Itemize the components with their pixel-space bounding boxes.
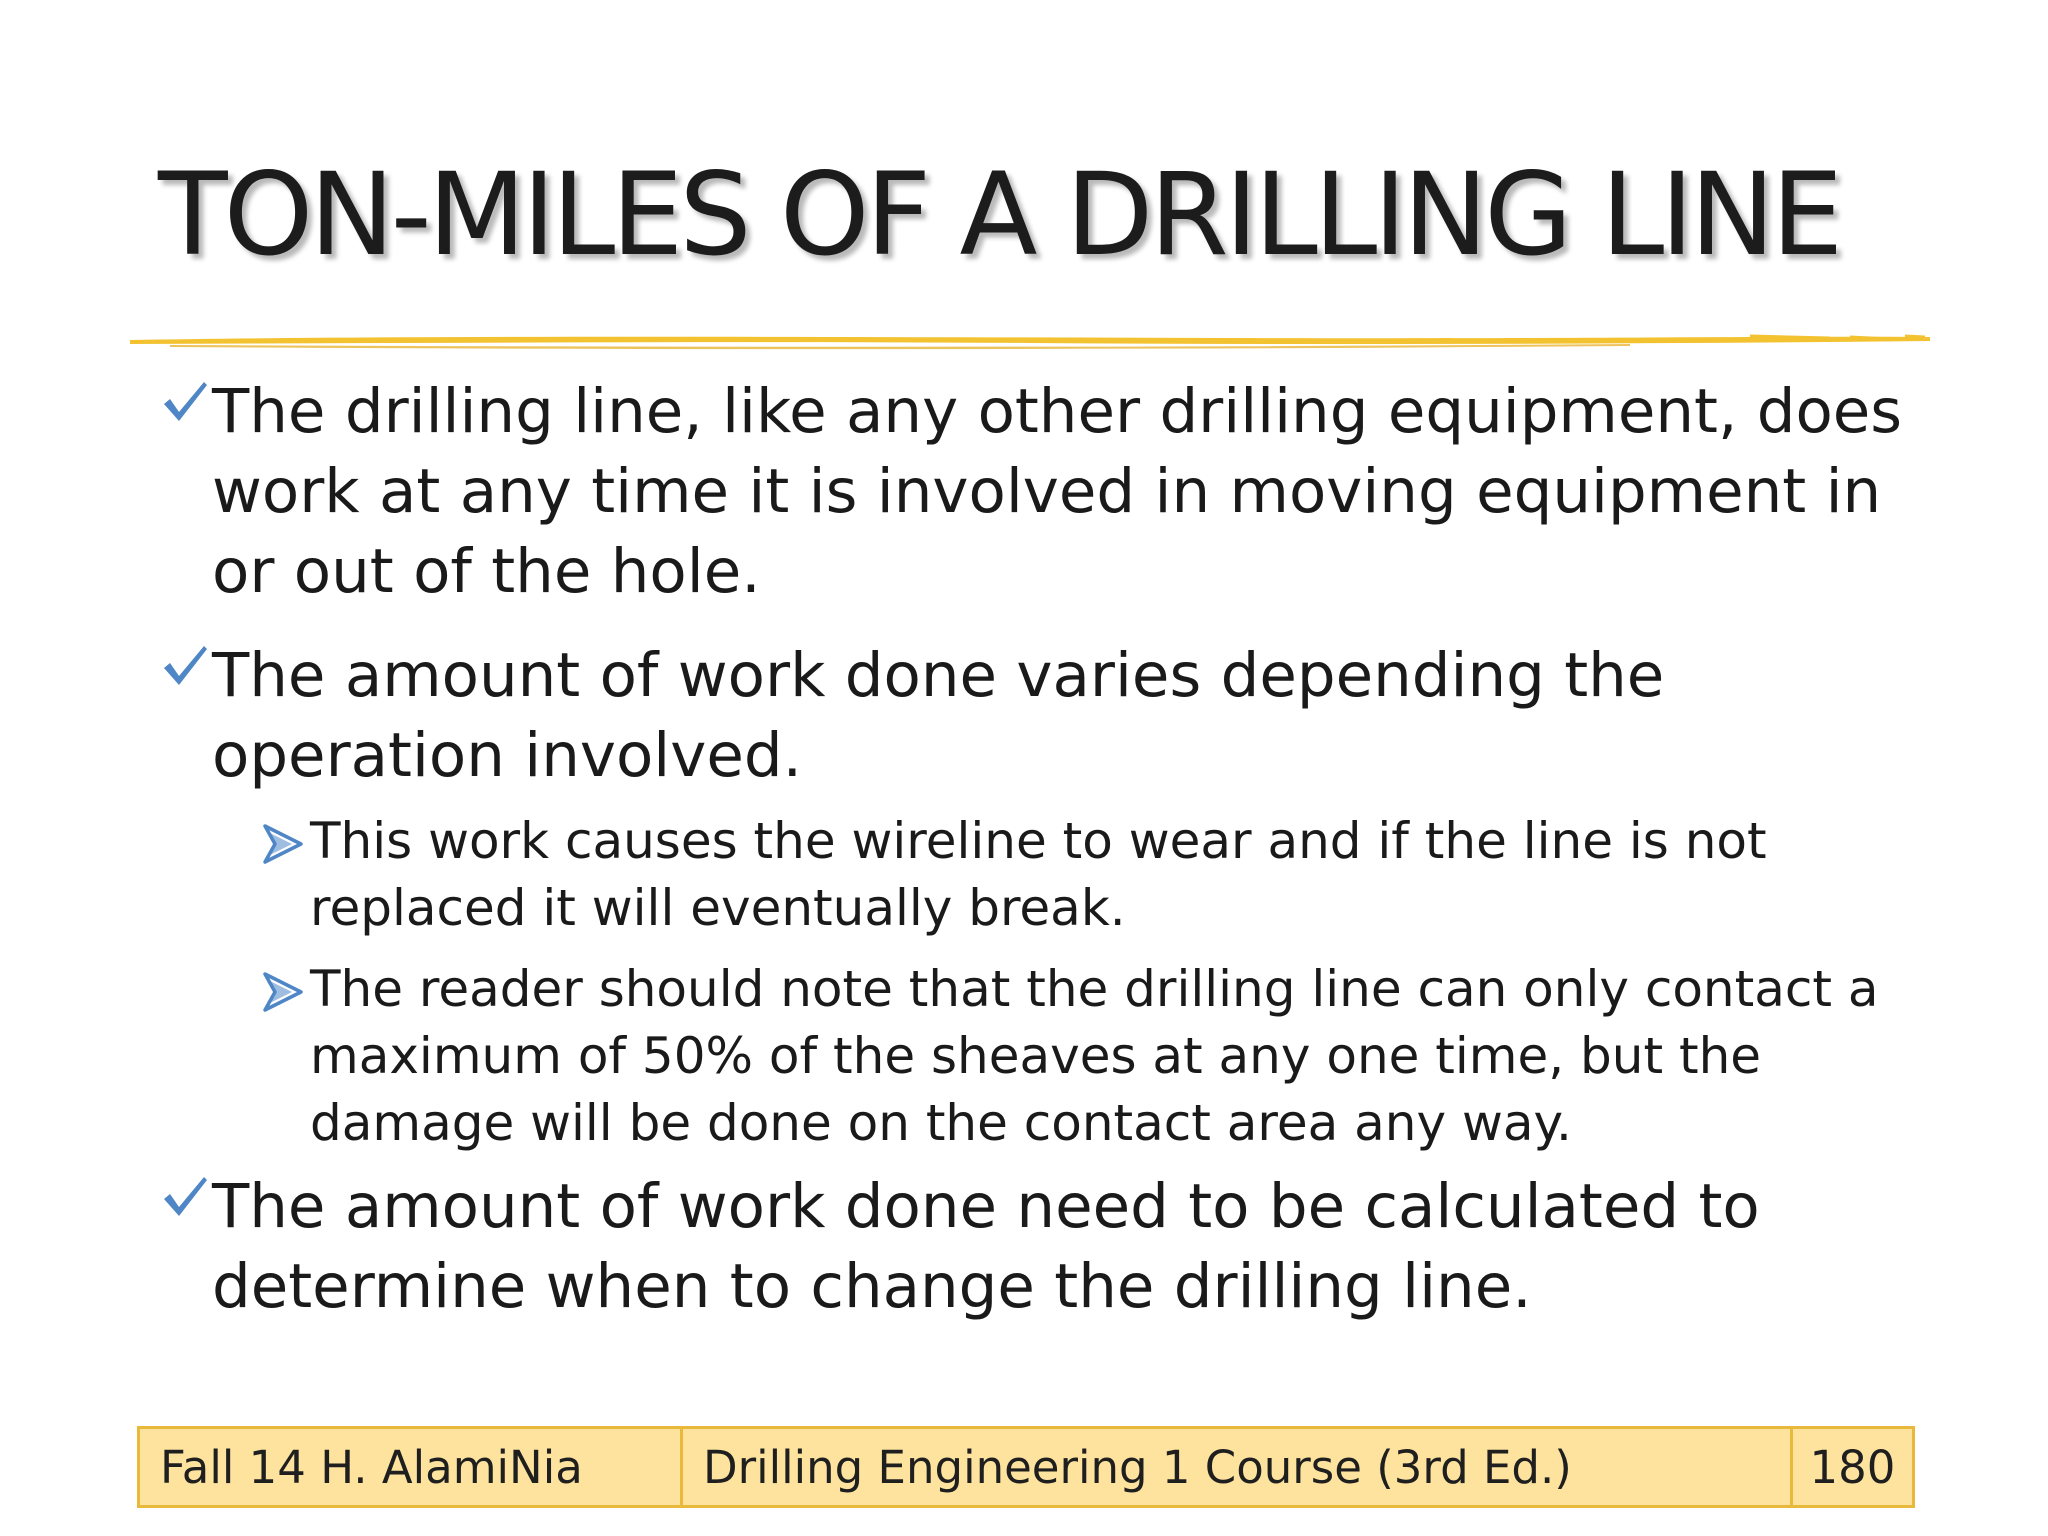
bullet-text: The amount of work done need to be calculated to determine when to change the drilling line. xyxy=(212,1171,1760,1322)
slide-content xyxy=(158,372,1918,1327)
bullet-item xyxy=(158,372,1918,612)
bullet-text: The drilling line, like any other drilling equipment, does work at any time it is involved in moving equipment in or out of the hole. xyxy=(212,376,1903,607)
bullet-item xyxy=(158,1167,1918,1327)
checkmark-icon xyxy=(160,1171,210,1221)
slide-title: TON-MILES OF A DRILLING LINE xyxy=(158,148,1840,281)
checkmark-icon xyxy=(160,640,210,690)
slide-footer xyxy=(137,1426,1915,1508)
footer-author: Fall 14 H. AlamiNia xyxy=(140,1429,680,1505)
sub-bullet-text: The reader should note that the drilling line can only contact a maximum of 50% of the sheaves at any one time, but the damage will be done on the contact area any way. xyxy=(310,960,1879,1152)
arrowhead-icon xyxy=(262,823,304,865)
sub-bullet-list xyxy=(158,808,1918,1157)
arrowhead-icon xyxy=(262,971,304,1013)
sub-bullet-item xyxy=(158,956,1918,1157)
checkmark-icon xyxy=(160,376,210,426)
sub-bullet-item xyxy=(158,808,1918,942)
title-underline xyxy=(130,328,1930,354)
sub-bullet-text: This work causes the wireline to wear and if the line is not replaced it will eventually break. xyxy=(310,812,1767,937)
bullet-text: The amount of work done varies depending the operation involved. xyxy=(212,640,1665,791)
bullet-item xyxy=(158,636,1918,796)
page-number: 180 xyxy=(1790,1429,1912,1505)
footer-course: Drilling Engineering 1 Course (3rd Ed.) xyxy=(680,1429,1790,1505)
